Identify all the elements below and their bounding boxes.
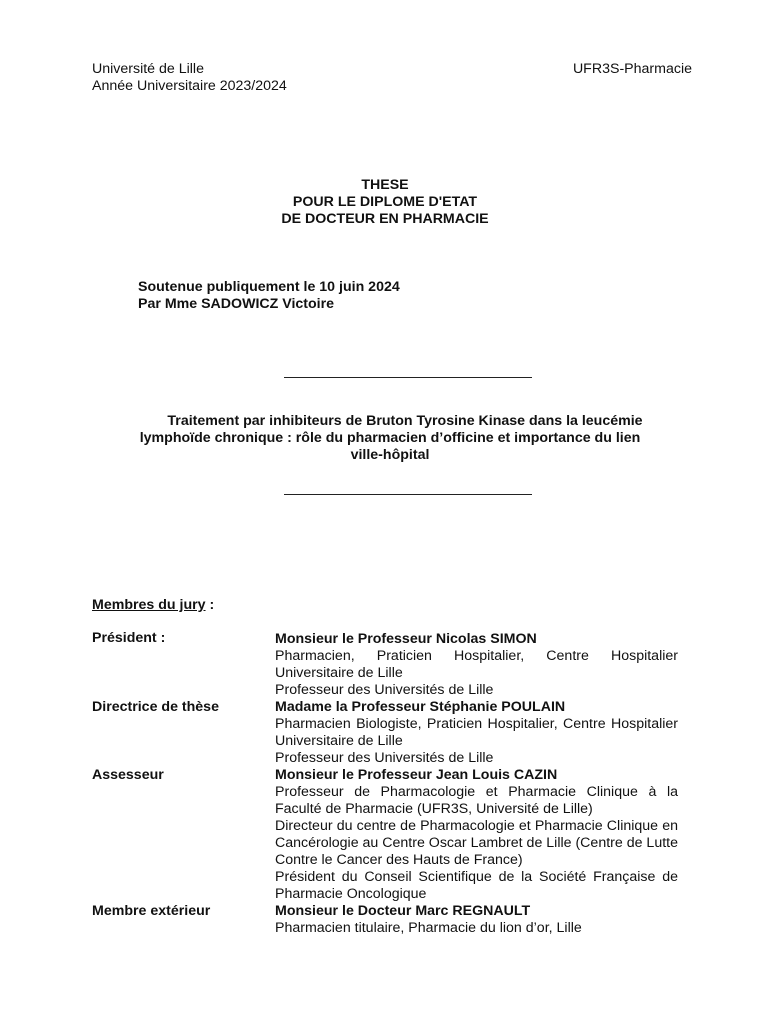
defense-info	[138, 279, 400, 313]
jury-heading-suffix: :	[205, 597, 215, 613]
academic-year: Année Universitaire 2023/2024	[92, 78, 287, 94]
heading-line: DE DOCTEUR EN PHARMACIE	[281, 211, 489, 227]
jury-member	[92, 699, 678, 767]
thesis-title-line: Traitement par inhibiteurs de Bruton Tyrosine Kinase dans la leucémie	[167, 413, 643, 429]
jury-role: Assesseur	[92, 767, 164, 783]
jury-list	[92, 630, 678, 937]
jury-member-name: Monsieur le Docteur Marc REGNAULT	[275, 903, 531, 919]
jury-member-detail: Professeur de Pharmacologie et Pharmacie Clinique à la Faculté de Pharmacie (UFR3S, Université de Lille)	[275, 784, 678, 817]
jury-role: Membre extérieur	[92, 903, 211, 919]
heading-line: POUR LE DIPLOME D'ETAT	[292, 194, 478, 210]
heading-line: THESE	[361, 177, 409, 193]
jury-member-detail: Professeur des Universités de Lille	[275, 682, 494, 698]
defense-date: Soutenue publiquement le 10 juin 2024	[138, 279, 400, 295]
jury-member	[92, 630, 678, 699]
jury-role: Directrice de thèse	[92, 699, 219, 715]
thesis-title-line: ville-hôpital	[350, 447, 430, 463]
jury-heading-label: Membres du jury	[92, 597, 206, 613]
divider-top	[284, 377, 532, 378]
jury-member	[92, 903, 678, 937]
thesis-heading	[0, 177, 770, 228]
jury-heading	[92, 597, 214, 614]
jury-member-detail: Pharmacien Biologiste, Praticien Hospitalier, Centre Hospitalier Universitaire de Lille	[275, 716, 678, 749]
jury-member-detail: Pharmacien, Praticien Hospitalier, Centre Hospitalier Universitaire de Lille	[275, 648, 678, 681]
author: Par Mme SADOWICZ Victoire	[138, 296, 335, 312]
thesis-title	[100, 413, 680, 464]
jury-member-detail: Professeur des Universités de Lille	[275, 750, 494, 766]
divider-bottom	[284, 494, 532, 495]
thesis-title-line: lymphoïde chronique : rôle du pharmacien d’officine et importance du lien	[139, 430, 641, 446]
header-left	[92, 61, 287, 95]
jury-member-name: Madame la Professeur Stéphanie POULAIN	[275, 699, 566, 715]
jury-member-name: Monsieur le Professeur Nicolas SIMON	[275, 631, 537, 647]
faculty-name: UFR3S-Pharmacie	[572, 61, 692, 77]
jury-member-detail: Pharmacien titulaire, Pharmacie du lion d’or, Lille	[275, 920, 582, 936]
jury-member-detail: Directeur du centre de Pharmacologie et Pharmacie Clinique en Cancérologie au Centre Oscar Lambret de Lille (Centre de Lutte Contre le Cancer des Hauts de France)	[275, 818, 678, 868]
university-name: Université de Lille	[92, 61, 204, 77]
jury-role: Président :	[92, 630, 166, 646]
jury-member-name: Monsieur le Professeur Jean Louis CAZIN	[275, 767, 558, 783]
jury-member	[92, 767, 678, 903]
jury-member-detail: Président du Conseil Scientifique de la Société Française de Pharmacie Oncologique	[275, 869, 678, 902]
